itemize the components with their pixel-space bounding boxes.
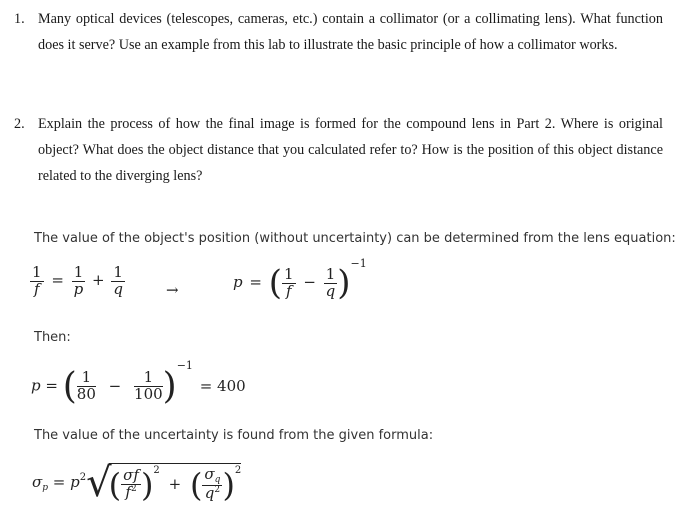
uncertainty-formula: $\sigma_p = p^2√$( $\frac{\sigma f}{f^2}$ )$^2$ + ( $\frac{\sigma_q}{q^2}$ )$^2$ — [32, 460, 242, 506]
result-value: = 400 — [199, 376, 246, 395]
question-text: Many optical devices (telescopes, cameras, etc.) contain a collimator (or a collimating lens). What function does it serve? Use an example from this lab to illustrate the basic principle of how a collimator works. — [38, 11, 663, 53]
answer-uncertainty: The value of the uncertainty is found from the given formula: — [34, 428, 434, 443]
answer-then: Then: — [34, 330, 71, 345]
numeric-equation: p = ( $\frac{1}{80}$ − $\frac{1}{100}$ )$^{-1}$ = 400 — [31, 358, 246, 407]
lens-equation: $\frac{1}{f}$ = $\frac{1}{p}$ + $\frac{1}{q}$ — [32, 263, 123, 298]
arrow-icon: → — [166, 281, 179, 299]
question-text: Explain the process of how the final image is formed for the compound lens in Part 2. Where is original object? What does the object distance that you calculated refer to? How is the position of this object distance related to the diverging lens? — [38, 116, 663, 184]
question-1 — [0, 6, 686, 86]
image-distance-value: 100 — [134, 385, 163, 403]
focal-length-value: 80 — [76, 385, 96, 403]
object-distance-equation: p = ( $\frac{1}{f}$ − $\frac{1}{q}$ )$^{-1}$ — [233, 257, 367, 303]
question-number: 1. — [14, 11, 25, 27]
answer-intro: The value of the object's position (without uncertainty) can be determined from the lens equation: — [34, 231, 676, 246]
question-2 — [0, 111, 686, 191]
question-number: 2. — [14, 116, 25, 132]
